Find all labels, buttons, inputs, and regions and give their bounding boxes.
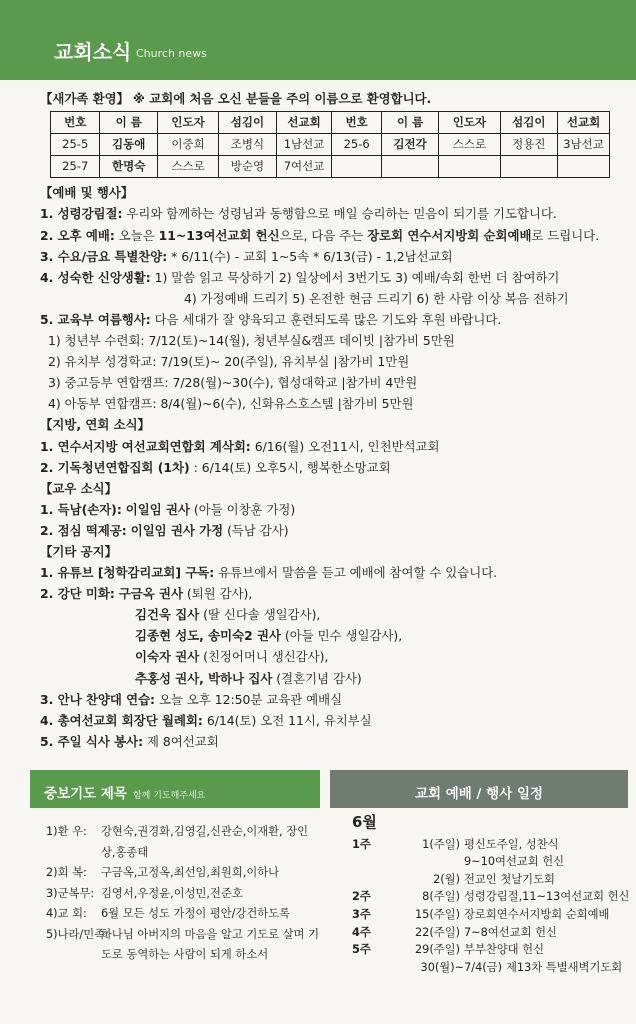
list-item: 2) 유치부 성경학교: 7/19(토)~ 20(주일), 유치부실 |참가비 1만원 <box>48 354 410 370</box>
cell: 25-6 <box>332 134 381 156</box>
item-label: 4. 성숙한 신앙생활: <box>40 269 151 285</box>
item-label: 5. 주일 식사 봉사: <box>40 733 144 749</box>
cell: 김동애 <box>100 134 157 156</box>
list-item <box>40 668 610 689</box>
item-text: 1) 말씀 읽고 묵상하기 2) 일상에서 3번기도 3) 예배/속회 한번 더 참여하기 <box>154 269 560 285</box>
cell: 스스로 <box>157 156 218 178</box>
members-item-1 <box>40 499 610 520</box>
list-item: 4) 아동부 연합캠프: 8/4(월)~6(수), 신화유스호스텔 |참가비 5만원 <box>48 396 414 412</box>
item-text: (아들 민수 생일감사), <box>284 628 403 644</box>
item-text: 제 8여선교회 <box>147 733 219 749</box>
item-text: 유튜브에서 말씀을 듣고 예배에 참여할 수 있습니다. <box>218 565 498 581</box>
item-text: 다음 세대가 잘 양육되고 훈련되도록 많은 기도와 후원 바랍니다. <box>154 311 502 327</box>
district-heading: 【지방, 연회 소식】 <box>40 417 150 433</box>
main-content <box>40 88 610 752</box>
item-text-bold: 추홍성 권사, 박하나 집사 <box>135 670 273 686</box>
list-item <box>352 906 622 924</box>
cell: 정용진 <box>500 134 557 156</box>
col-helper: 섬김이 <box>219 112 276 134</box>
schedule-week: 2주 <box>352 890 371 904</box>
list-item <box>46 904 321 925</box>
worship-item-4 <box>40 267 610 288</box>
prayer-text: 하나님 아버지의 마음을 알고 기도로 살며 기도로 동역하는 사람이 되게 하소서 <box>101 927 319 961</box>
col-number: 번호 <box>51 112 100 134</box>
item-text-bold: 이일임 권사 <box>125 501 190 517</box>
prayer-text: 6월 모든 성도 가정이 평안/강건하도록 <box>101 907 291 920</box>
col-mission: 선교회 <box>276 112 332 134</box>
schedule-date: 1(주일) <box>422 837 460 851</box>
item-text: 6/16(월) 오전11시, 인천반석교회 <box>254 438 440 454</box>
item-text: 오늘 오후 12:50분 교육관 예배실 <box>158 691 343 707</box>
item-text: (딸 신다솔 생일감사), <box>203 607 321 623</box>
item-text-bold: 김종현 성도, 송미숙2 권사 <box>135 628 281 644</box>
item-label: 1. 유튜브 [청학감리교회] 구독: <box>40 565 215 581</box>
prayer-title-bar <box>30 770 320 808</box>
cell: 한명숙 <box>100 156 157 178</box>
item-text: : 6/14(토) 오후5시, 행복한소망교회 <box>193 459 391 475</box>
notices-heading: 【기타 공지】 <box>40 543 117 559</box>
cell: 김전각 <box>381 134 438 156</box>
list-item <box>46 822 321 863</box>
cell <box>381 156 438 178</box>
list-item: 1) 청년부 수련회: 7/12(토)~14(월), 청년부실&캠프 데이빗 |참가비 5만원 <box>48 333 455 349</box>
prayer-label: 1)환 우: <box>46 825 87 838</box>
schedule-week <box>352 853 402 871</box>
prayer-text: 김영서,우정윤,이성민,전준호 <box>101 886 243 900</box>
col-name: 이 름 <box>100 112 157 134</box>
cell <box>439 156 500 178</box>
list-item <box>46 925 321 966</box>
worship-item-5 <box>40 309 610 330</box>
schedule-text: 평신도주일, 성찬식 <box>464 837 559 851</box>
item-text: (결혼기념 감사) <box>276 670 362 686</box>
item-label: 3. 수요/금요 특별찬양: <box>40 248 168 264</box>
item-text-bold: 11~13여선교회 헌신 <box>158 227 280 243</box>
item-label: 2. 점심 떡제공: <box>40 522 127 538</box>
list-item <box>352 836 622 854</box>
schedule-date: 8(주일) <box>422 890 460 904</box>
district-item-1 <box>40 436 610 457</box>
schedule-week: 4주 <box>352 925 371 939</box>
schedule-list <box>352 813 630 976</box>
col-number-2: 번호 <box>332 112 381 134</box>
item-text: 6/14(토) 오전 11시, 유치부실 <box>206 712 372 728</box>
schedule-text: 제13차 특별새벽기도회 <box>506 960 623 974</box>
newcomers-intro <box>40 88 610 109</box>
col-mission-2: 선교회 <box>558 112 610 134</box>
cell: 7여선교 <box>276 156 332 178</box>
schedule-title-bar <box>330 770 628 808</box>
cell: 방순영 <box>219 156 276 178</box>
list-item <box>352 941 622 959</box>
prayer-label: 5)나라/민족: <box>46 927 109 941</box>
schedule-month: 6월 <box>352 813 377 831</box>
item-label: 2. 오후 예배: <box>40 227 115 243</box>
schedule-text: 성령강림절,11~13여선교회 헌신 <box>464 890 630 904</box>
schedule-week: 5주 <box>352 943 371 957</box>
schedule-date: 22(주일) <box>414 925 460 939</box>
district-item-2 <box>40 457 610 478</box>
worship-item-1 <box>40 203 610 224</box>
members-heading: 【교우 소식】 <box>40 480 117 496</box>
schedule-week: 1주 <box>352 837 371 851</box>
col-guide-2: 인도자 <box>439 112 500 134</box>
item-text-bold: 이숙자 권사 <box>135 649 200 665</box>
prayer-list <box>46 822 321 966</box>
members-item-2 <box>40 520 610 541</box>
prayer-label: 2)회 복: <box>46 866 87 879</box>
schedule-text: 장로회연수서지방회 순회예배 <box>464 907 610 921</box>
list-item <box>40 646 610 667</box>
prayer-panel <box>30 770 320 1024</box>
schedule-text: 7~8여선교회 헌신 <box>464 925 557 939</box>
item-text: (친정어머니 생신감사), <box>203 649 329 665</box>
col-name-2: 이 름 <box>381 112 438 134</box>
prayer-label: 4)교 회: <box>46 907 87 920</box>
item-text-bold: 김건욱 집사 <box>135 607 200 623</box>
prayer-text: 구금옥,고정옥,최선임,최원희,이하나 <box>101 866 280 879</box>
schedule-week: 3주 <box>352 907 371 921</box>
list-item: 3) 중고등부 연합캠프: 7/28(월)~30(수), 협성대학교 |참가비 4만원 <box>48 375 418 391</box>
notices-item-2 <box>40 583 610 604</box>
item-text: 로 드립니다. <box>531 227 600 243</box>
list-item <box>46 863 321 884</box>
list-item <box>40 604 610 625</box>
cell <box>332 156 381 178</box>
col-guide: 인도자 <box>157 112 218 134</box>
schedule-date: 30(월)~7/4(금) <box>420 960 502 974</box>
notices-item-4 <box>40 710 610 731</box>
table-row <box>51 134 610 156</box>
newcomers-intro-text: ※ 교회에 처음 오신 분들을 주의 이름으로 환영합니다. <box>132 91 432 106</box>
schedule-panel <box>330 770 628 1024</box>
schedule-text: 9~10여선교회 헌신 <box>464 855 565 869</box>
list-item <box>46 884 321 905</box>
prayer-hint: 함께 기도해주세요 <box>132 791 206 801</box>
item-text: (퇴원 감사), <box>186 586 253 602</box>
item-label: 1. 득남(손자): <box>40 501 122 517</box>
schedule-date <box>402 853 464 871</box>
item-label: 4. 총여선교회 회장단 월례회: <box>40 712 203 728</box>
cell <box>558 156 610 178</box>
item-label: 2. 기독청년연합집회 (1차) <box>40 459 190 475</box>
schedule-date: 15(주일) <box>414 907 460 921</box>
worship-item-4-cont: 4) 가정예배 드리기 5) 온전한 현금 드리기 6) 한 사람 이상 복음 전하기 <box>184 290 569 306</box>
list-item <box>352 871 622 889</box>
cell <box>500 156 557 178</box>
item-text-bold: 구금옥 권사 <box>118 586 183 602</box>
list-item <box>352 924 622 942</box>
item-text: 으로, 다음 주는 <box>279 227 368 243</box>
list-item <box>352 959 622 977</box>
item-label: 1. 연수서지방 여선교회연합회 계삭회: <box>40 438 251 454</box>
prayer-label: 3)군복무: <box>46 886 95 900</box>
list-item <box>40 625 610 646</box>
newcomers-heading: 【새가족 환영】 <box>40 91 129 106</box>
schedule-date: 2(월) <box>433 872 460 886</box>
cell: 3남선교 <box>558 134 610 156</box>
cell: 이중희 <box>157 134 218 156</box>
table-header-row <box>51 112 610 134</box>
page-subtitle: Church news <box>136 47 207 60</box>
page-title: 교회소식 <box>54 40 132 64</box>
worship-item-3 <box>40 246 610 267</box>
item-text: (아들 이창훈 가정) <box>193 501 296 517</box>
list-item <box>352 888 630 906</box>
item-text: (득남 감사) <box>227 522 289 538</box>
item-label: 5. 교육부 여름행사: <box>40 311 151 327</box>
col-helper-2: 섬김이 <box>500 112 557 134</box>
table-row <box>51 156 610 178</box>
item-label: 1. 성령강림절: <box>40 206 123 222</box>
worship-heading: 【예배 및 행사】 <box>40 185 134 201</box>
schedule-date: 29(주일) <box>414 943 460 957</box>
prayer-text: 강현숙,권경화,김영길,신관순,이재환, 장인상,홍종태 <box>101 825 309 859</box>
item-text: 오늘은 <box>118 227 159 243</box>
page-header <box>0 0 636 80</box>
item-text-bold: 장로회 연수서지방회 순회예배 <box>367 227 532 243</box>
item-text: 우리와 함께하는 성령님과 동행함으로 매일 승리하는 믿음이 되기를 기도합니다. <box>126 206 557 222</box>
cell: 조병식 <box>219 134 276 156</box>
list-item <box>352 853 622 871</box>
cell: 스스로 <box>439 134 500 156</box>
schedule-text: 부부찬양대 헌신 <box>464 943 544 957</box>
cell: 1남선교 <box>276 134 332 156</box>
cell: 25-7 <box>51 156 100 178</box>
item-text: * 6/11(수) - 교회 1~5속 * 6/13(금) - 1,2남선교회 <box>171 248 453 264</box>
schedule-text: 전교인 첫날기도회 <box>464 872 555 886</box>
item-text-bold: 이일임 권사 가정 <box>130 522 224 538</box>
worship-item-2 <box>40 225 610 246</box>
newcomers-table <box>50 111 610 178</box>
notices-item-5 <box>40 731 610 752</box>
notices-item-1 <box>40 562 610 583</box>
notices-item-3 <box>40 689 610 710</box>
schedule-week <box>352 959 402 977</box>
item-label: 2. 강단 미화: <box>40 586 115 602</box>
prayer-title: 중보기도 제목 <box>44 786 127 802</box>
cell: 25-5 <box>51 134 100 156</box>
schedule-title: 교회 예배 / 행사 일정 <box>414 786 544 802</box>
schedule-week <box>352 871 402 889</box>
item-label: 3. 안나 찬양대 연습: <box>40 691 156 707</box>
